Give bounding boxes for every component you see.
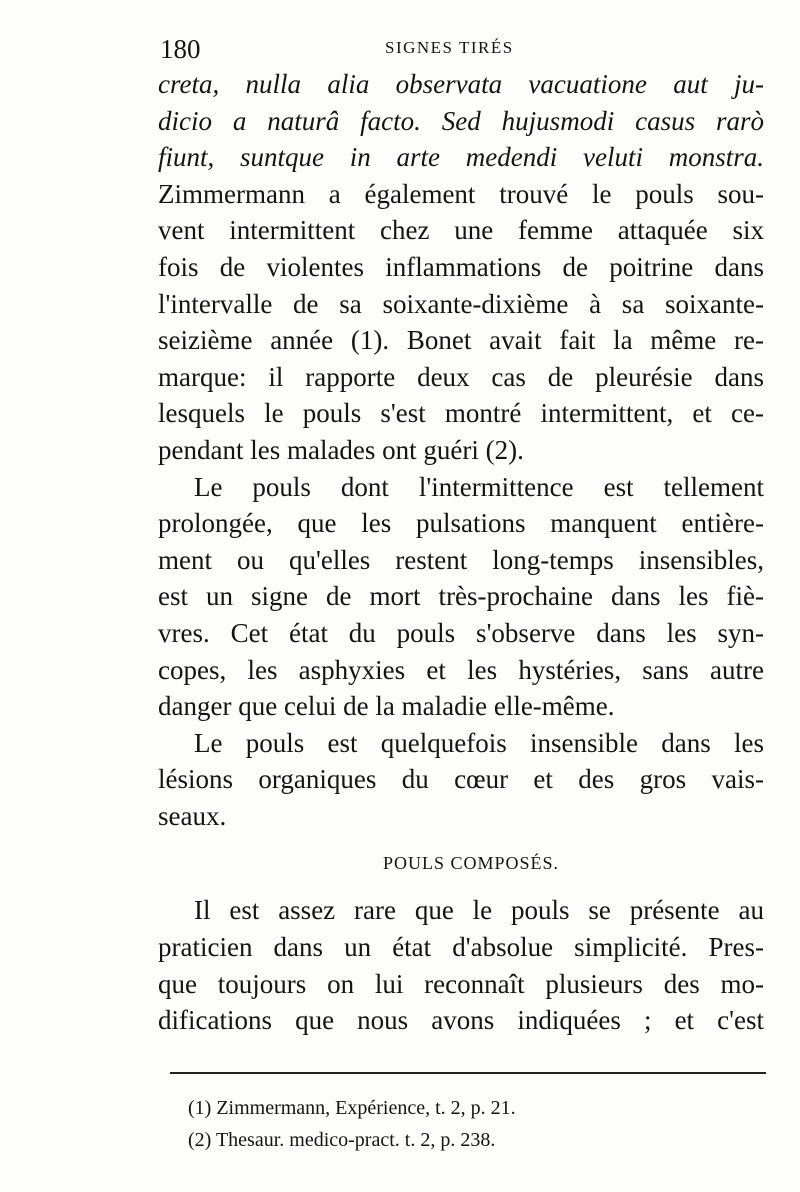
text-line: que toujours on lui reconnaît plusieurs des mo-	[158, 968, 764, 999]
body-text	[158, 66, 764, 1039]
text-line: Il est assez rare que le pouls se présente au	[194, 895, 764, 926]
text-line: prolongée, que les pulsations manquent entière-	[158, 508, 764, 539]
section-heading: POULS COMPOSÉS.	[382, 853, 560, 874]
footnote-2: (2) Thesaur. medico-pract. t. 2, p. 238.	[188, 1129, 496, 1151]
text-line: est un signe de mort très-prochaine dans les fiè-	[158, 581, 764, 612]
text-line: fois de violentes inflammations de poitrine dans	[158, 251, 764, 282]
text-line: marque: il rapporte deux cas de pleurésie dans	[158, 361, 764, 392]
text-line: fiunt, suntque in arte medendi veluti monstra.	[158, 142, 764, 173]
text-line: lésions organiques du cœur et des gros vais-	[158, 764, 764, 795]
footnotes	[188, 1092, 768, 1156]
page-number: 180	[160, 34, 201, 64]
text-line: seizième année (1). Bonet avait fait la même re-	[158, 325, 764, 356]
text-line: praticien dans un état d'absolue simplicité. Pres-	[158, 932, 764, 963]
running-head: SIGNES TIRÉS	[385, 38, 514, 57]
text-line: danger que celui de la maladie elle-même.	[158, 691, 615, 722]
text-line: ment ou qu'elles restent long-temps insensibles,	[158, 544, 764, 575]
text-line: dicio a naturâ facto. Sed hujusmodi casus rarò	[158, 105, 764, 136]
text-line: copes, les asphyxies et les hystéries, sans autre	[158, 654, 764, 685]
page-header	[160, 34, 770, 64]
text-line: l'intervalle de sa soixante-dixième à sa soixante-	[158, 288, 764, 319]
footnote-1: (1) Zimmermann, Expérience, t. 2, p. 21.	[188, 1097, 516, 1119]
text-line: vent intermittent chez une femme attaquée six	[158, 215, 764, 246]
text-line: Le pouls est quelquefois insensible dans les	[194, 727, 764, 758]
text-line: Le pouls dont l'intermittence est tellement	[194, 471, 764, 502]
text-line: vres. Cet état du pouls s'observe dans les syn-	[158, 617, 764, 648]
text-line: pendant les malades ont guéri (2).	[158, 434, 524, 465]
text-line: seaux.	[158, 800, 227, 831]
footnote-divider	[170, 1072, 766, 1074]
text-line: Zimmermann a également trouvé le pouls sou-	[158, 178, 764, 209]
text-line: creta, nulla alia observata vacuatione aut ju-	[158, 69, 764, 99]
text-line: difications que nous avons indiquées ; et c'est	[158, 1005, 764, 1036]
text-line: lesquels le pouls s'est montré intermittent, et ce-	[158, 398, 764, 429]
